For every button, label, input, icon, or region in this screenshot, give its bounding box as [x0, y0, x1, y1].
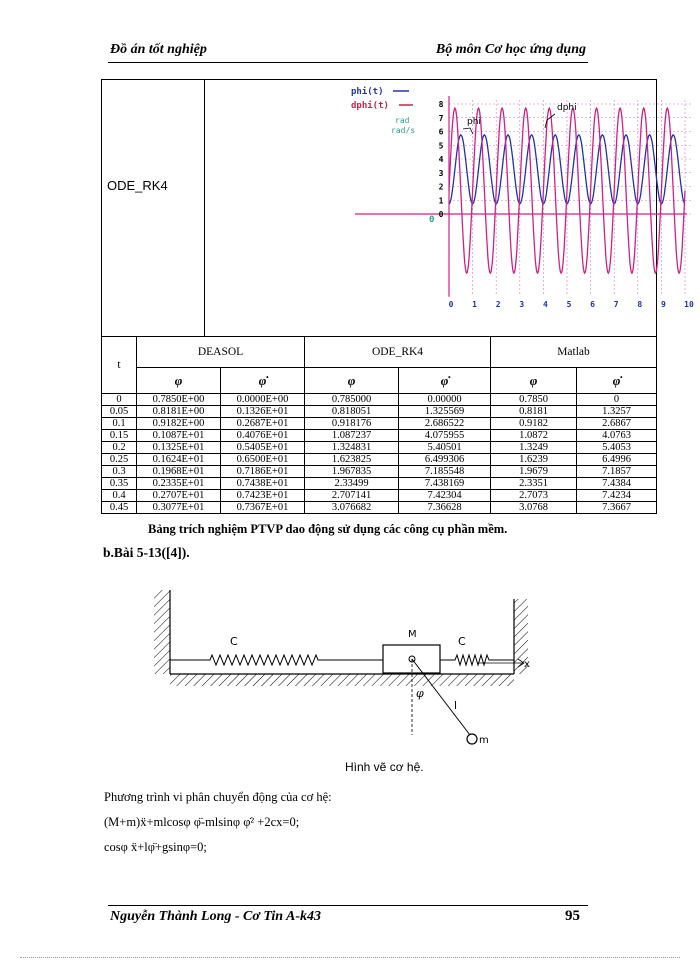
- plot-table: [101, 79, 694, 337]
- label-c-left: C: [230, 635, 238, 648]
- table-cell: 0.4076E+01: [221, 430, 305, 442]
- table-row: [102, 430, 657, 442]
- y-tick-label: 3: [438, 168, 444, 178]
- table-row: [102, 406, 657, 418]
- label-ball: m: [479, 735, 489, 746]
- table-cell: 7.3667: [577, 502, 657, 514]
- cell-t: 0: [102, 394, 137, 406]
- table-cell: 0.7367E+01: [221, 502, 305, 514]
- table-row: [102, 394, 657, 406]
- y-tick-label: 7: [438, 113, 444, 123]
- cell-t: 0.2: [102, 442, 137, 454]
- cell-t: 0.35: [102, 478, 137, 490]
- table-cell: 3.076682: [305, 502, 399, 514]
- y-tick-label: 0: [438, 210, 444, 219]
- equation-intro: Phương trình vi phân chuyển động của cơ hệ:: [104, 790, 332, 804]
- cell-t: 0.15: [102, 430, 137, 442]
- table-cell: 0.1325E+01: [137, 442, 221, 454]
- table-cell: 7.438169: [399, 478, 491, 490]
- table-cell: 0.2707E+01: [137, 490, 221, 502]
- table-cell: 2.33499: [305, 478, 399, 490]
- x-tick-label: 2: [495, 299, 501, 309]
- table-cell: 1.325569: [399, 406, 491, 418]
- section-heading: b.Bài 5-13([4]).: [103, 545, 190, 560]
- table-cell: 2.3351: [491, 478, 577, 490]
- zero-label: 0: [429, 215, 435, 225]
- pendulum-bob: [467, 734, 477, 744]
- table-cell: 0.8181: [491, 406, 577, 418]
- spring-right: [440, 655, 514, 665]
- figure-caption: Hình vẽ cơ hệ.: [345, 760, 424, 774]
- table-cell: 0.7186E+01: [221, 466, 305, 478]
- table-cell: 0.818051: [305, 406, 399, 418]
- table-cell: 4.075955: [399, 430, 491, 442]
- bottom-dotted-rule: [20, 957, 680, 958]
- table-cell: 5.4053: [577, 442, 657, 454]
- table-row: [102, 490, 657, 502]
- table-cell: 0.0000E+00: [221, 394, 305, 406]
- table-cell: 7.36628: [399, 502, 491, 514]
- table-cell: 7.1857: [577, 466, 657, 478]
- chart-background: [205, 80, 655, 336]
- annot-phi: phi: [467, 117, 481, 127]
- table-cell: 2.707141: [305, 490, 399, 502]
- left-wall: [154, 590, 170, 674]
- x-tick-label: 6: [590, 299, 596, 309]
- table-cell: 1.6239: [491, 454, 577, 466]
- results-table: [101, 336, 657, 514]
- x-tick-label: 0: [448, 299, 454, 309]
- table-cell: 0.5405E+01: [221, 442, 305, 454]
- table-cell: 1.967835: [305, 466, 399, 478]
- table-cell: 0.7850E+00: [137, 394, 221, 406]
- table-cell: 0: [577, 394, 657, 406]
- table-cell: 5.40501: [399, 442, 491, 454]
- table-cell: 0.1968E+01: [137, 466, 221, 478]
- table-cell: 0.785000: [305, 394, 399, 406]
- table-cell: 7.4234: [577, 490, 657, 502]
- cell-t: 0.25: [102, 454, 137, 466]
- table-cell: 0.2335E+01: [137, 478, 221, 490]
- table-cell: 0.7423E+01: [221, 490, 305, 502]
- x-tick-label: 4: [542, 299, 548, 309]
- table-cell: 4.0763: [577, 430, 657, 442]
- table-cell: 1.9679: [491, 466, 577, 478]
- cell-t: 0.1: [102, 418, 137, 430]
- table-cell: 0.7438E+01: [221, 478, 305, 490]
- page-number: 95: [565, 908, 580, 924]
- mass-block: [383, 645, 440, 673]
- cell-t: 0.4: [102, 490, 137, 502]
- plot-row-label-cell: [102, 80, 205, 336]
- table-cell: 0.918176: [305, 418, 399, 430]
- col-dphi: φ̇: [577, 368, 657, 394]
- mechanism-sketch: [150, 585, 530, 755]
- col-group-ode: ODE_RK4: [305, 337, 491, 368]
- y-tick-label: 5: [438, 141, 444, 151]
- header-left: Đồ án tốt nghiệp: [110, 42, 207, 57]
- y-tick-label: 4: [438, 155, 444, 164]
- table-cell: 1.3249: [491, 442, 577, 454]
- col-phi: φ: [491, 368, 577, 394]
- col-group-matlab: Matlab: [491, 337, 657, 368]
- y-tick-label: 6: [438, 127, 444, 137]
- cell-t: 0.3: [102, 466, 137, 478]
- x-tick-label: 7: [613, 299, 619, 309]
- unit-rad: rad: [395, 116, 410, 125]
- cell-t: 0.05: [102, 406, 137, 418]
- y-tick-label: 1: [438, 196, 444, 206]
- table-caption: Bảng trích nghiệm PTVP dao động sử dụng các công cụ phần mềm.: [148, 522, 508, 536]
- table-row: [102, 502, 657, 514]
- label-mass: M: [408, 629, 417, 640]
- annot-dphi: dphi: [557, 103, 577, 113]
- table-row: [102, 418, 657, 430]
- x-tick-label: 9: [660, 299, 666, 309]
- cell-t: 0.45: [102, 502, 137, 514]
- table-cell: 1.623825: [305, 454, 399, 466]
- x-tick-label: 5: [566, 299, 572, 309]
- legend-phi: phi(t): [351, 87, 384, 97]
- col-t-header: t: [102, 337, 137, 394]
- equation-2: cosφ ẍ+lφ̈+gsinφ=0;: [104, 840, 207, 854]
- header-right: Bộ môn Cơ học ứng dụng: [435, 42, 586, 57]
- table-cell: 2.7073: [491, 490, 577, 502]
- label-c-right: C: [458, 635, 466, 648]
- legend-dphi: dphi(t): [351, 101, 389, 111]
- table-cell: 0.9182E+00: [137, 418, 221, 430]
- spring-left: [170, 655, 383, 665]
- floor: [170, 674, 514, 686]
- page-footer: [108, 905, 588, 924]
- x-tick-label: 10: [684, 299, 694, 309]
- table-cell: 1.087237: [305, 430, 399, 442]
- label-length: l: [454, 699, 458, 712]
- table-row: [102, 466, 657, 478]
- col-dphi: φ̇: [399, 368, 491, 394]
- col-phi: φ: [137, 368, 221, 394]
- equation-1: (M+m)ẍ+mlcosφ φ̈-mlsinφ φ̇² +2cx=0;: [104, 815, 300, 829]
- x-tick-label: 3: [519, 299, 525, 309]
- table-cell: 0.1326E+01: [221, 406, 305, 418]
- table-cell: 3.0768: [491, 502, 577, 514]
- table-cell: 0.1087E+01: [137, 430, 221, 442]
- table-row: [102, 454, 657, 466]
- table-cell: 0.7850: [491, 394, 577, 406]
- table-cell: 6.499306: [399, 454, 491, 466]
- label-angle: φ: [416, 687, 424, 700]
- table-cell: 1.3257: [577, 406, 657, 418]
- table-cell: 7.4384: [577, 478, 657, 490]
- plot-row-label: ODE_RK4: [107, 178, 168, 193]
- y-tick-label: 8: [438, 100, 444, 109]
- table-cell: 7.42304: [399, 490, 491, 502]
- table-cell: 2.686522: [399, 418, 491, 430]
- table-cell: 1.324831: [305, 442, 399, 454]
- table-cell: 0.00000: [399, 394, 491, 406]
- x-tick-label: 8: [637, 299, 643, 309]
- time-response-chart: [205, 80, 694, 336]
- footer-author: Nguyễn Thành Long - Cơ Tin A-k43: [110, 909, 322, 924]
- table-row: [102, 442, 657, 454]
- table-row: [102, 478, 657, 490]
- y-tick-label: 2: [438, 182, 444, 192]
- table-cell: 7.185548: [399, 466, 491, 478]
- table-cell: 0.3077E+01: [137, 502, 221, 514]
- table-cell: 6.4996: [577, 454, 657, 466]
- page-header: [108, 40, 588, 63]
- col-phi: φ: [305, 368, 399, 394]
- col-dphi: φ̇: [221, 368, 305, 394]
- table-cell: 0.2687E+01: [221, 418, 305, 430]
- table-cell: 2.6867: [577, 418, 657, 430]
- unit-rads: rad/s: [391, 126, 416, 135]
- col-group-deasol: DEASOL: [137, 337, 305, 368]
- table-cell: 0.6500E+01: [221, 454, 305, 466]
- table-cell: 0.8181E+00: [137, 406, 221, 418]
- table-cell: 0.1624E+01: [137, 454, 221, 466]
- x-tick-label: 1: [472, 299, 478, 309]
- table-cell: 0.9182: [491, 418, 577, 430]
- label-x: x: [524, 659, 530, 670]
- table-cell: 1.0872: [491, 430, 577, 442]
